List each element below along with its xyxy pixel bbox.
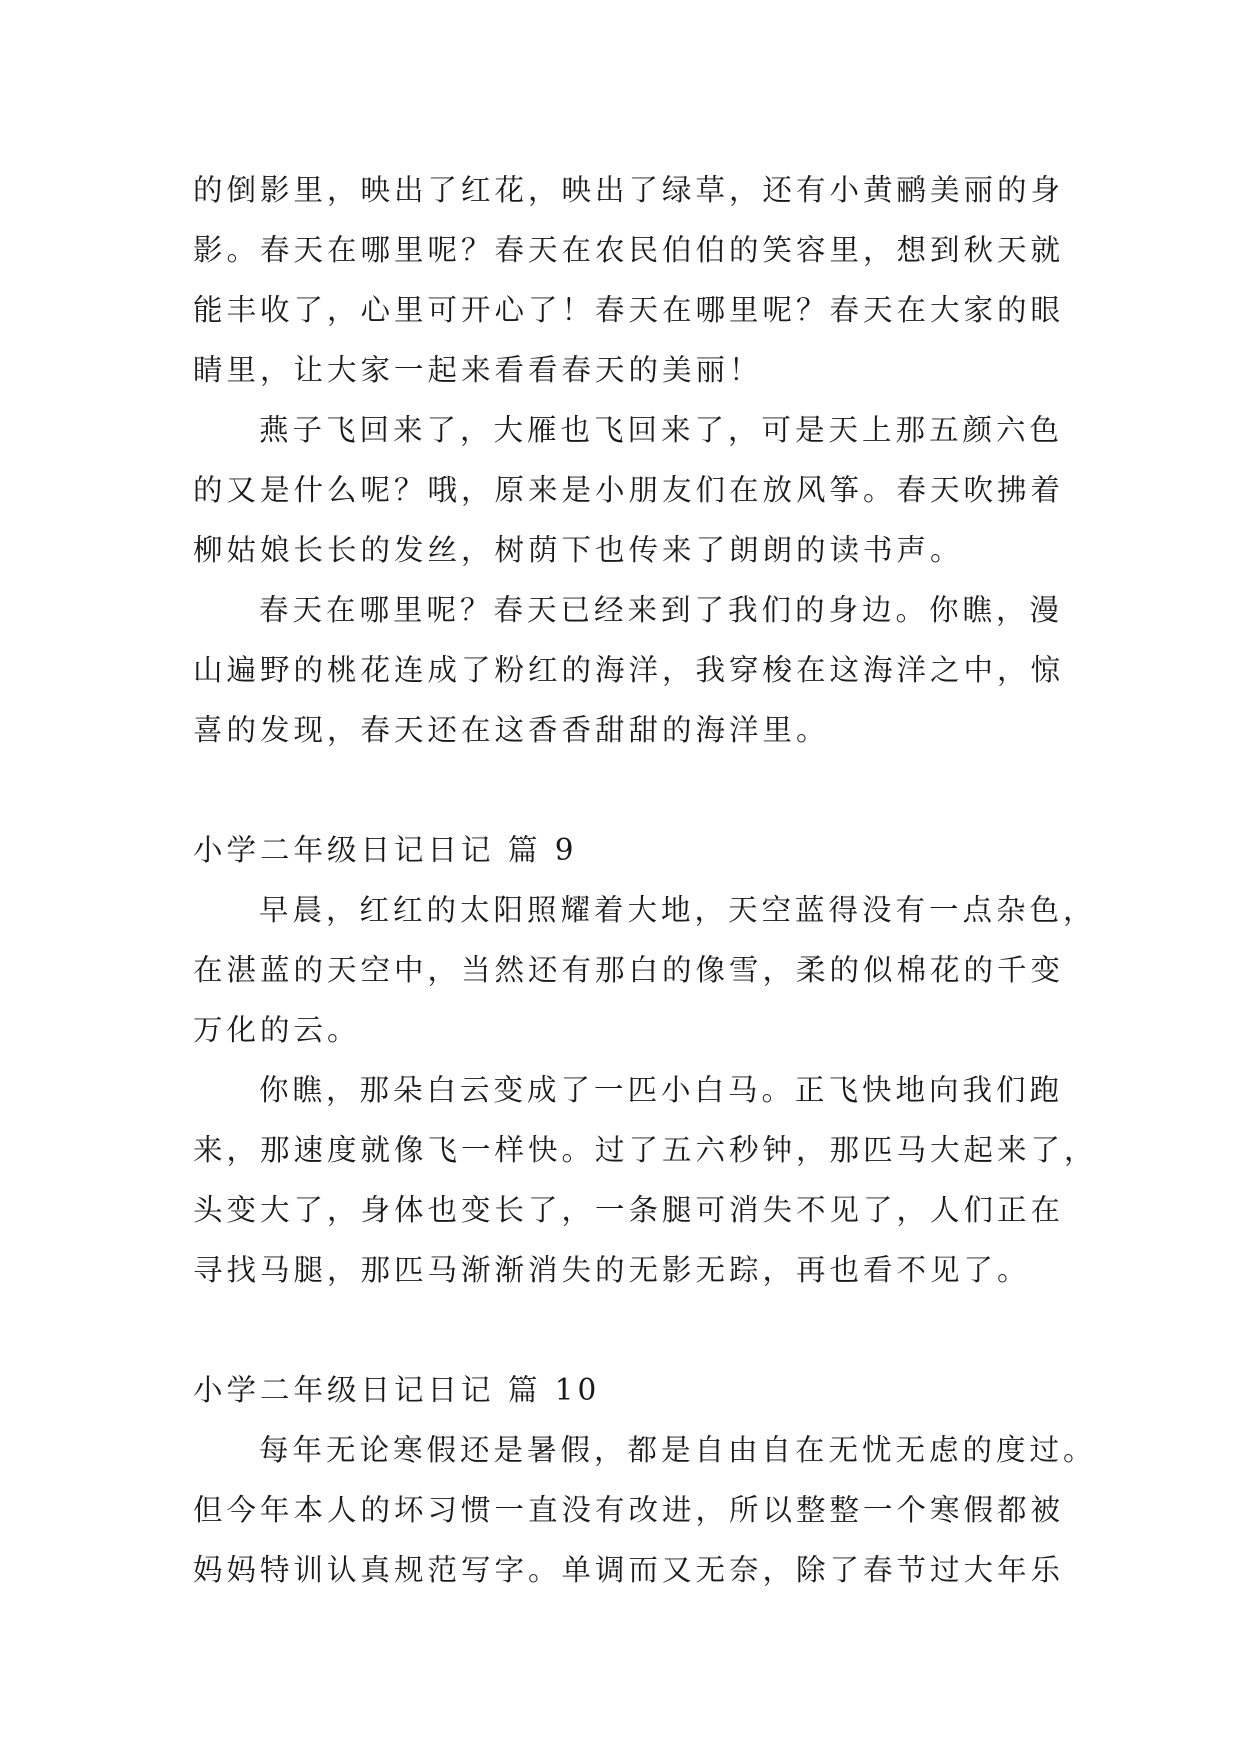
text-line: 山遍野的桃花连成了粉红的海洋，我穿梭在这海洋之中，惊 [193,653,1065,687]
text-line: 的又是什么呢？哦，原来是小朋友们在放风筝。春天吹拂着 [193,473,1065,507]
text-line: 影。春天在哪里呢？春天在农民伯伯的笑容里，想到秋天就 [193,233,1065,267]
paragraph-first-line: 早晨，红红的太阳照耀着大地，天空蓝得没有一点杂色， [259,893,1097,927]
text-line: 万化的云。 [193,1013,361,1047]
paragraph-first-line: 每年无论寒假还是暑假，都是自由自在无忧无虑的度过。 [259,1433,1097,1467]
text-line: 睛里，让大家一起来看看春天的美丽！ [193,353,763,387]
text-line: 但今年本人的坏习惯一直没有改进，所以整整一个寒假都被 [193,1493,1065,1527]
section-heading: 小学二年级日记日记 篇 9 [193,833,578,867]
text-line: 喜的发现，春天还在这香香甜甜的海洋里。 [193,713,830,747]
text-line: 在湛蓝的天空中，当然还有那白的像雪，柔的似棉花的千变 [193,953,1065,987]
paragraph-first-line: 春天在哪里呢？春天已经来到了我们的身边。你瞧，漫 [259,593,1064,627]
paragraph-first-line: 燕子飞回来了，大雁也飞回来了，可是天上那五颜六色 [259,413,1064,447]
text-line: 柳姑娘长长的发丝，树荫下也传来了朗朗的读书声。 [193,533,964,567]
text-line: 头变大了，身体也变长了，一条腿可消失不见了，人们正在 [193,1193,1065,1227]
document-body [193,160,1098,1600]
text-line: 来，那速度就像飞一样快。过了五六秒钟，那匹马大起来了， [193,1133,1098,1167]
text-line: 的倒影里，映出了红花，映出了绿草，还有小黄鹂美丽的身 [193,173,1065,207]
section-gap [193,760,1055,820]
section-gap [193,1300,1055,1360]
text-line: 寻找马腿，那匹马渐渐消失的无影无踪，再也看不见了。 [193,1253,1031,1287]
section-heading: 小学二年级日记日记 篇 10 [193,1373,601,1407]
paragraph-first-line: 你瞧，那朵白云变成了一匹小白马。正飞快地向我们跑 [259,1073,1064,1107]
text-line: 妈妈特训认真规范写字。单调而又无奈，除了春节过大年乐 [193,1553,1065,1587]
text-line: 能丰收了，心里可开心了！春天在哪里呢？春天在大家的眼 [193,293,1065,327]
